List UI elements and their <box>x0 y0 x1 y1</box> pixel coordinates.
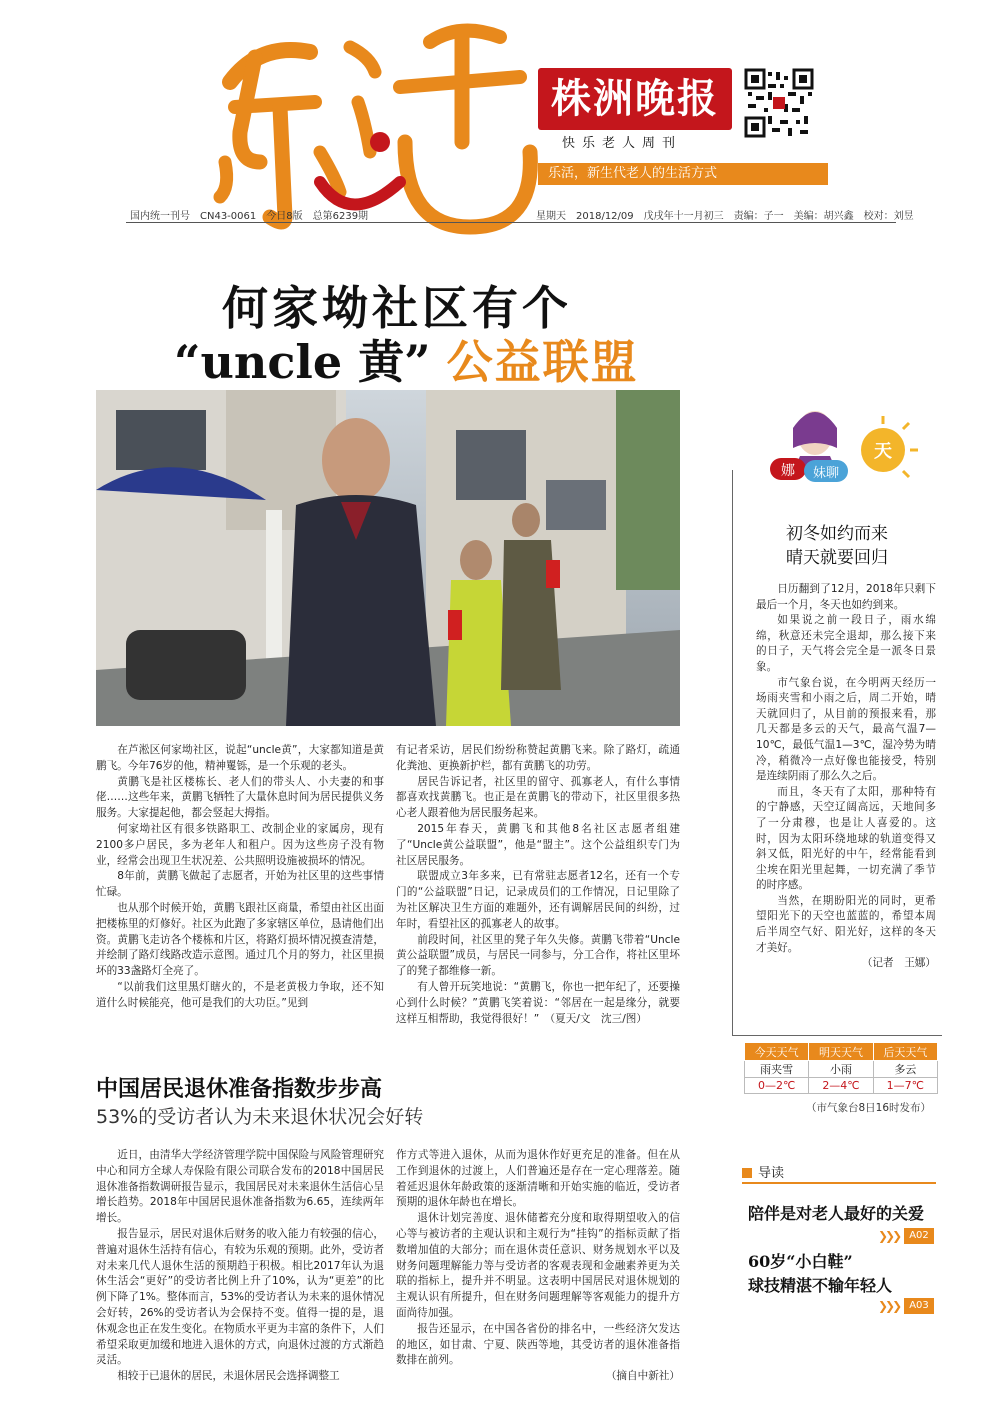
page-number: A02 <box>904 1228 934 1244</box>
column-name-part1: 娜 <box>781 463 795 479</box>
weather-header-today: 今天天气 <box>745 1043 809 1061</box>
page-number: A03 <box>904 1298 934 1314</box>
article2-column2 <box>396 1148 680 1398</box>
sidebar-rule-vertical <box>732 470 733 1035</box>
guide-item-1[interactable]: 陪伴是对老人最好的关爱 <box>748 1204 925 1223</box>
paragraph: 日历翻到了12月，2018年只剩下最后一个月，冬天也如约到来。 <box>756 583 936 611</box>
orange-square-icon <box>742 1168 752 1178</box>
source-credit: （摘自中新社） <box>605 1370 680 1383</box>
article1-photo <box>96 390 680 726</box>
paragraph: 退休计划完善度、退休储蓄充分度和取得期望收入的信心等与被访者的主观认识和主观行为“挂钩”的指标贡献了指数增加值的大部分；而在退休责任意识、财务规划水平以及财务问题理解能力等与受访者的客观表现和金融素养更为关联的指标上，提升并不明显。这表明中国居民对退休规划的主观认识有所提升，但在财务问题理解等客观能力的提升方面尚待加强。 <box>396 1212 680 1319</box>
guide-item-1-page-tag[interactable] <box>878 1228 934 1244</box>
weather-condition: 小雨 <box>809 1061 873 1078</box>
headline-uncle-huang: “uncle 黄” <box>174 335 431 389</box>
weather-temp: 2—4℃ <box>809 1078 873 1094</box>
paragraph: 在芦淞区何家坳社区，说起“uncle黄”，大家都知道是黄鹏飞。今年76岁的他，精神矍铄，是一个乐观的老头。 <box>96 744 384 772</box>
guide-item-2-page-tag[interactable] <box>878 1298 934 1314</box>
paper-name: 株洲晚报 <box>538 68 732 130</box>
masthead <box>0 0 986 230</box>
sidebar-title-line1: 初冬如约而来 <box>786 524 888 544</box>
weather-table <box>744 1042 938 1094</box>
paragraph: 作方式等进入退休，从而为退休作好更充足的准备。但在从工作到退休的过渡上，人们普遍还是存在一定心理落差。随着延迟退休年龄政策的逐渐清晰和开始实施的临近，受访者预期的退休年龄也在增长。 <box>396 1149 680 1209</box>
weather-condition-row <box>745 1061 938 1078</box>
paragraph: 前段时间，社区里的凳子年久失修。黄鹏飞带着“Uncle黄公益联盟”成员，与居民一同参与，分工合作，将社区里坏了的凳子都维修一新。 <box>396 933 680 978</box>
paragraph: 居民告诉记者，社区里的留守、孤寡老人，有什么事情都喜欢找黄鹏飞。也正是在黄鹏飞的带动下，社区里很多热心老人跟着他为居民服务起来。 <box>396 775 680 820</box>
article2-subtitle: 53%的受访者认为未来退休状况会好转 <box>96 1106 424 1128</box>
issue-meta-right: 星期天 2018/12/09 戊戌年十一月初三 责编：子一 美编：胡兴鑫 校对：刘昱 <box>536 211 914 222</box>
weather-temp: 1—7℃ <box>873 1078 937 1094</box>
paragraph: 联盟成立3年多来，已有常驻志愿者12名，还有一个专门的“公益联盟”日记，记录成员们的工作情况，日记里除了为社区解决卫生方面的难题外，还有调解居民间的纠纷，过年时，看望社区的孤寡老人的故事。 <box>396 870 680 930</box>
guide-label-text: 导读 <box>758 1166 785 1181</box>
paragraph: 而且，冬天有了太阳，那种特有的宁静感，天空辽阔高远，天地间多了一分肃穆，也是让人喜爱的。这时，因为太阳环绕地球的轨道变得又斜又低，阳光好的中午，经常能看到尘埃在阳光里起舞，一切充满了季节的时序感。 <box>756 785 936 892</box>
paragraph: 报告还显示，在中国各省份的排名中，一些经济欠发达的地区，如甘肃、宁夏、陕西等地，其受访者的退休准备指数排在前列。 <box>396 1322 680 1367</box>
article1-column1 <box>96 743 384 1063</box>
weather-condition: 雨夹雪 <box>745 1061 809 1078</box>
weather-condition: 多云 <box>873 1061 937 1078</box>
weather-header-dayafter: 后天天气 <box>873 1043 937 1061</box>
guide-item-2-line2: 球技精湛不输年轻人 <box>748 1276 893 1295</box>
paragraph: 有记者采访，居民们纷纷称赞起黄鹏飞来。除了路灯，疏通化粪池、更换新护栏，都有黄鹏飞的功劳。 <box>396 744 680 772</box>
paragraph: 也从那个时候开始，黄鹏飞跟社区商量，希望由社区出面把楼栋里的灯修好。社区为此跑了多家辖区单位，恳请他们出资。黄鹏飞走访各个楼栋和片区，将路灯损坏情况摸查清楚，并绘制了路灯线路改造示意图。通过几个月的努力，社区里损坏的33盏路灯全亮了。 <box>96 901 384 978</box>
weather-note: （市气象台8日16时发布） <box>806 1102 932 1114</box>
paragraph: 近日，由清华大学经济管理学院中国保险与风险管理研究中心和同方全球人寿保险有限公司联合发布的2018中国居民退休准备指数调研报告显示，我国居民对未来退休生活信心呈增长趋势。2018年中国居民退休准备指数为6.65，连续两年增长。 <box>96 1149 384 1225</box>
paragraph: 有人曾开玩笑地说：“黄鹏飞，你也一把年纪了，还要操心到什么时候？”黄鹏飞笑着说：“邻居在一起是缘分，就要这样互相帮助，我觉得很好！” （夏天/文 沈三/图） <box>396 980 680 1025</box>
chevron-right-icon: ❯❯❯ <box>878 1299 900 1313</box>
weather-header-row <box>745 1043 938 1061</box>
column-name-part2: 妹聊 <box>812 466 840 481</box>
article2-title: 中国居民退休准备指数步步高 <box>96 1076 383 1102</box>
article1-headline-line2 <box>174 326 734 392</box>
paragraph: 黄鹏飞是社区楼栋长、老人们的带头人、小夫妻的和事佬……这些年来，黄鹏飞牺牲了大量休息时间为居民提供义务服务。大家提起他，都会竖起大拇指。 <box>96 775 384 820</box>
guide-item-2-line1: 60岁“小白鞋” <box>748 1252 853 1271</box>
chevron-right-icon: ❯❯❯ <box>878 1229 900 1243</box>
slogan-bar: 乐活，新生代老人的生活方式 <box>538 163 828 185</box>
sidebar-title <box>742 522 932 570</box>
paragraph: 市气象台说，在今明两天经历一场雨夹雪和小雨之后，周二开始，晴天就回归了，从目前的预报来看，那几天都是多云的天气，最高气温7—10℃，最低气温1—3℃，湿冷势为晴冷，稍微冷一点好像也能接受，特别是连续阴雨了那么久之后。 <box>756 676 936 783</box>
article1-headline-line1: 何家坳社区有个 <box>222 281 572 335</box>
paragraph: 何家坳社区有很多铁路职工、改制企业的家属房，现有2100多户居民，多为老年人和租户。因为这些房子没有物业，经常会出现卫生状况差、公共照明设施被损坏的情况。 <box>96 822 384 867</box>
paragraph: 相较于已退休的居民，未退休居民会选择调整工 <box>117 1370 340 1383</box>
masthead-divider <box>126 222 896 223</box>
weather-temp-row <box>745 1078 938 1094</box>
guide-item-2[interactable] <box>748 1250 892 1298</box>
qr-code-icon[interactable] <box>744 68 814 138</box>
column-header-nachat <box>760 398 920 498</box>
paragraph: “以前我们这里黑灯瞎火的，不是老黄极力争取，还不知道什么时候能亮，他可是我们的大功臣。”见到 <box>96 980 384 1009</box>
paragraph: 如果说之前一段日子，雨水绵绵，秋意还未完全退却，那么接下来的日子，天气将会完全是一派冬日景象。 <box>756 614 936 673</box>
paragraph: 报告显示，居民对退休后财务的收入能力有较强的信心，普遍对退休生活持有信心，有较为乐观的预期。此外，受访者对未来几代人退休生活的预期趋于积极。相比2017年认为退休生活会“更好”的受访者比例上升了10%，认为“更差”的比例下降了1%。整体而言，53%的受访者认为未来的退休情况会好转，26%的受访者认为会保持不变。值得一提的是，退休观念也正在发生变化。在物质水平更为丰富的条件下，人们希望采取更加缓和地进入退休的方式，向退休过渡的方式渐趋灵活。 <box>96 1227 384 1367</box>
paragraph: 当然，在期盼阳光的同时，更希望阳光下的天空也蓝蓝的，希望本周后半周空气好、阳光好，这样的冬天才美好。 <box>756 894 936 954</box>
sidebar-column <box>756 582 936 1030</box>
sidebar-title-line2: 晴天就要回归 <box>786 548 888 568</box>
article1-column2 <box>396 743 680 1063</box>
weather-temp: 0—2℃ <box>745 1078 809 1094</box>
weather-header-tomorrow: 明天天气 <box>809 1043 873 1061</box>
issue-meta-left: 国内统一刊号 CN43-0061 今日8版 总第6239期 <box>130 211 369 222</box>
paragraph: 2015年春天，黄鹏飞和其他8名社区志愿者组建了“Uncle黄公益联盟”，他是“盟主”。这个公益组织专门为社区居民服务。 <box>396 822 680 867</box>
column-name-part3: 天 <box>874 441 892 462</box>
reporter-credit: （记者 王娜） <box>861 957 936 970</box>
article2-column1 <box>96 1148 384 1398</box>
headline-accent: 公益联盟 <box>446 335 639 389</box>
weekly-subtitle: 快乐老人周刊 <box>562 136 683 151</box>
sidebar-rule-horizontal <box>732 1035 942 1036</box>
guide-section-label <box>742 1162 936 1184</box>
paragraph: 8年前，黄鹏飞做起了志愿者，开始为社区里的这些事情忙碌。 <box>96 870 384 899</box>
